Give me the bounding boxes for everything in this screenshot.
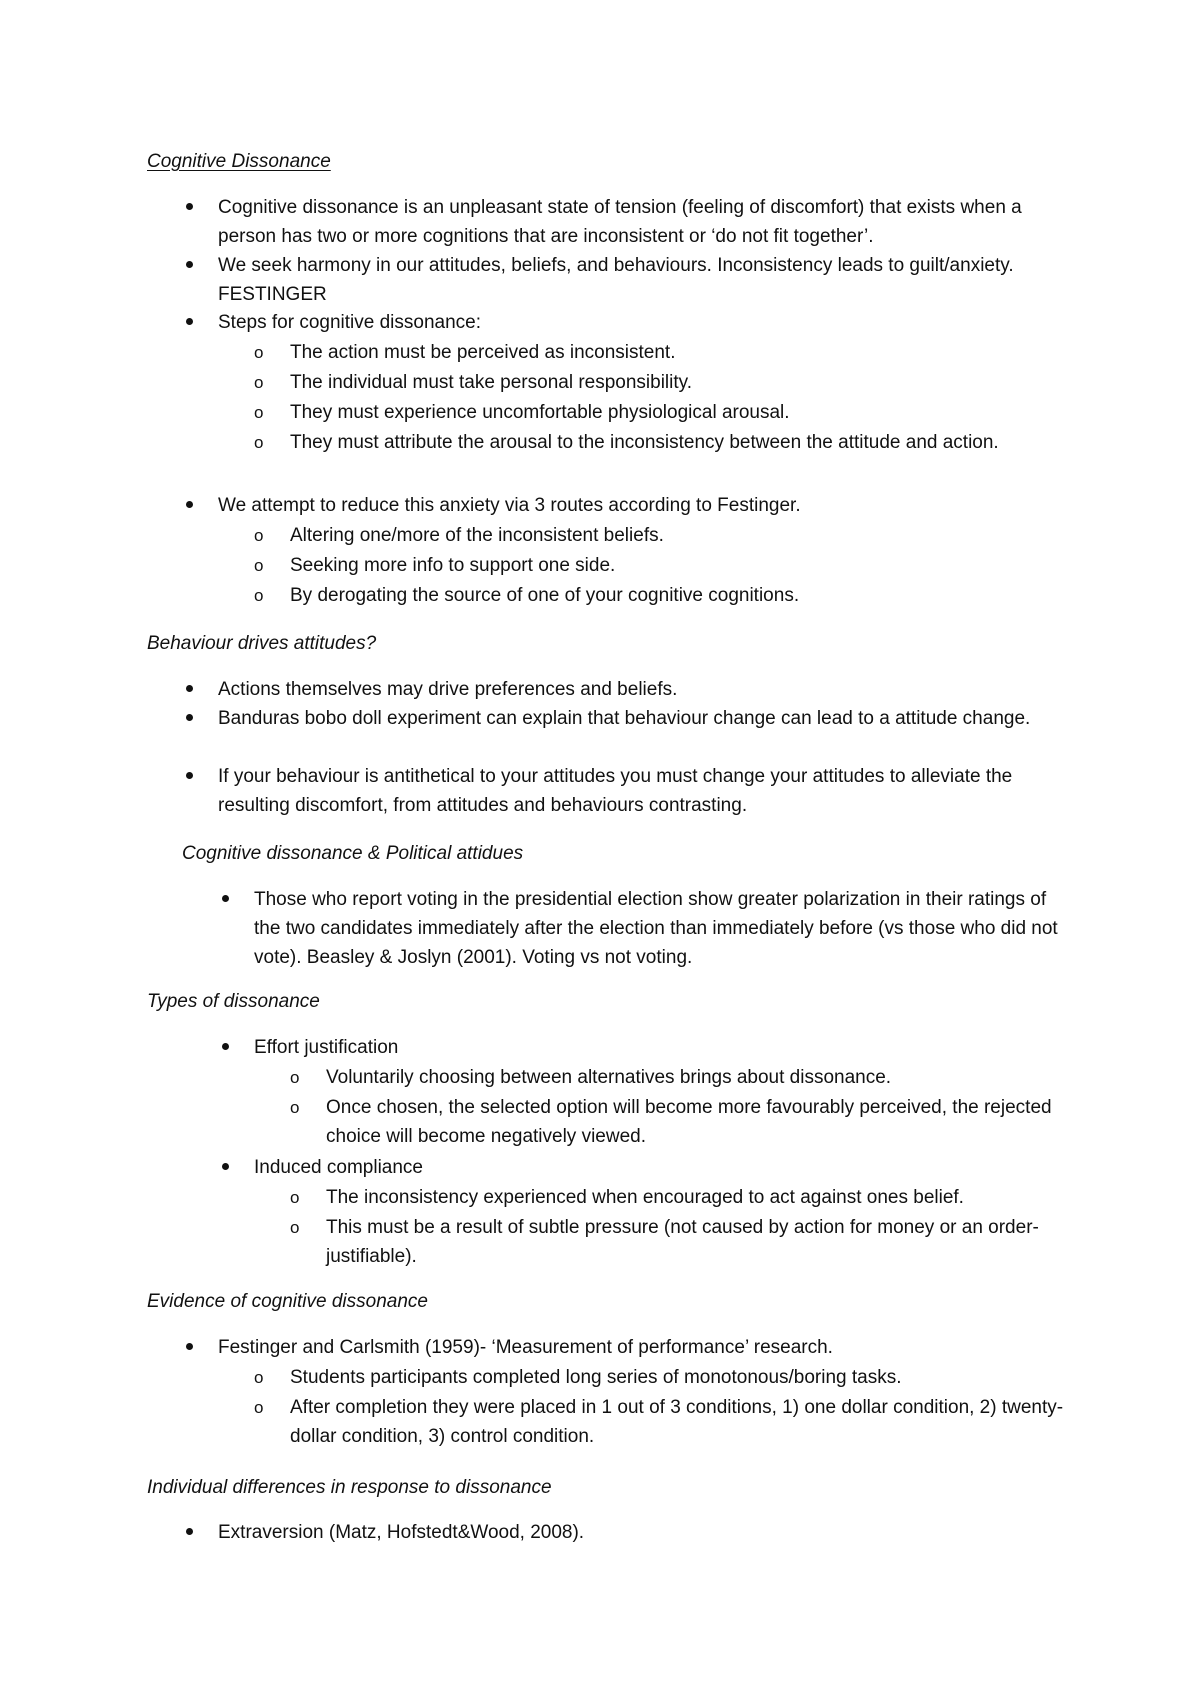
list-item: Induced compliance bbox=[254, 1157, 423, 1178]
list-item: Effort justification bbox=[254, 1037, 399, 1058]
list-item: Festinger and Carlsmith (1959)- ‘Measurement of performance’ research. bbox=[218, 1337, 833, 1358]
section-heading-political-attitudes: Cognitive dissonance & Political attidues bbox=[182, 843, 524, 864]
list-item: Cognitive dissonance is an unpleasant state of tension (feeling of discomfort) that exists when a person has two or more cognitions that are inconsistent or ‘do not fit together’. bbox=[218, 197, 1022, 247]
sub-list-item: The action must be perceived as inconsistent. bbox=[290, 342, 676, 363]
sub-bullet-icon: o bbox=[254, 373, 264, 392]
sub-bullet-icon: o bbox=[290, 1098, 300, 1117]
sub-list-item: Once chosen, the selected option will become more favourably perceived, the rejected choice will become negatively viewed. bbox=[326, 1097, 1052, 1147]
bullet-icon bbox=[186, 714, 193, 721]
bullet-icon bbox=[222, 1163, 229, 1170]
bullet-icon bbox=[186, 318, 193, 325]
sub-list-item: The inconsistency experienced when encouraged to act against ones belief. bbox=[326, 1187, 964, 1208]
list-item: Extraversion (Matz, Hofstedt&Wood, 2008). bbox=[218, 1522, 585, 1543]
bullet-icon bbox=[222, 895, 229, 902]
sub-bullet-icon: o bbox=[290, 1218, 300, 1237]
bullet-icon bbox=[186, 501, 193, 508]
section-heading-types-of-dissonance: Types of dissonance bbox=[147, 991, 320, 1012]
sub-bullet-icon: o bbox=[254, 343, 264, 362]
sub-bullet-icon: o bbox=[290, 1188, 300, 1207]
list-item: Actions themselves may drive preferences and beliefs. bbox=[218, 679, 678, 700]
sub-list-item: They must attribute the arousal to the inconsistency between the attitude and action. bbox=[290, 432, 999, 453]
sub-bullet-icon: o bbox=[254, 433, 264, 452]
sub-bullet-icon: o bbox=[254, 526, 264, 545]
sub-list-item: After completion they were placed in 1 out of 3 conditions, 1) one dollar condition, 2) twenty-dollar condition, 3) control condition. bbox=[290, 1397, 1064, 1447]
list-item: Those who report voting in the presidential election show greater polarization in their ratings of the two candidates immediately after the election than immediately before (vs those who did not vote). Beasley & Joslyn (2001). Voting vs not voting. bbox=[254, 889, 1058, 968]
sub-list-item: Students participants completed long series of monotonous/boring tasks. bbox=[290, 1367, 902, 1388]
sub-bullet-icon: o bbox=[254, 586, 264, 605]
list-item: Steps for cognitive dissonance: bbox=[218, 312, 481, 333]
sub-list-item: This must be a result of subtle pressure (not caused by action for money or an order-justifiable). bbox=[326, 1217, 1039, 1267]
sub-list-item: They must experience uncomfortable physiological arousal. bbox=[290, 402, 790, 423]
section-heading-behaviour-drives-attitudes: Behaviour drives attitudes? bbox=[147, 633, 377, 654]
sub-bullet-icon: o bbox=[254, 1398, 264, 1417]
list-item: If your behaviour is antithetical to your attitudes you must change your attitudes to alleviate the resulting discomfort, from attitudes and behaviours contrasting. bbox=[218, 766, 1013, 816]
bullet-icon bbox=[186, 203, 193, 210]
bullet-icon bbox=[186, 1343, 193, 1350]
sub-list-item: Seeking more info to support one side. bbox=[290, 555, 616, 576]
list-item: We attempt to reduce this anxiety via 3 routes according to Festinger. bbox=[218, 495, 801, 516]
sub-bullet-icon: o bbox=[290, 1068, 300, 1087]
sub-list-item: The individual must take personal responsibility. bbox=[290, 372, 693, 393]
bullet-icon bbox=[186, 261, 193, 268]
list-item: We seek harmony in our attitudes, beliefs, and behaviours. Inconsistency leads to guilt/anxiety. FESTINGER bbox=[218, 255, 1014, 305]
bullet-icon bbox=[186, 1528, 193, 1535]
sub-bullet-icon: o bbox=[254, 403, 264, 422]
section-heading-cognitive-dissonance: Cognitive Dissonance bbox=[147, 151, 331, 172]
section-heading-evidence: Evidence of cognitive dissonance bbox=[147, 1291, 428, 1312]
section-heading-individual-differences: Individual differences in response to dissonance bbox=[147, 1477, 552, 1498]
sub-bullet-icon: o bbox=[254, 556, 264, 575]
bullet-icon bbox=[222, 1043, 229, 1050]
sub-bullet-icon: o bbox=[254, 1368, 264, 1387]
bullet-icon bbox=[186, 685, 193, 692]
sub-list-item: Voluntarily choosing between alternatives brings about dissonance. bbox=[326, 1067, 892, 1088]
sub-list-item: By derogating the source of one of your cognitive cognitions. bbox=[290, 585, 800, 606]
sub-list-item: Altering one/more of the inconsistent beliefs. bbox=[290, 525, 664, 546]
bullet-icon bbox=[186, 772, 193, 779]
list-item: Banduras bobo doll experiment can explain that behaviour change can lead to a attitude change. bbox=[218, 708, 1031, 729]
